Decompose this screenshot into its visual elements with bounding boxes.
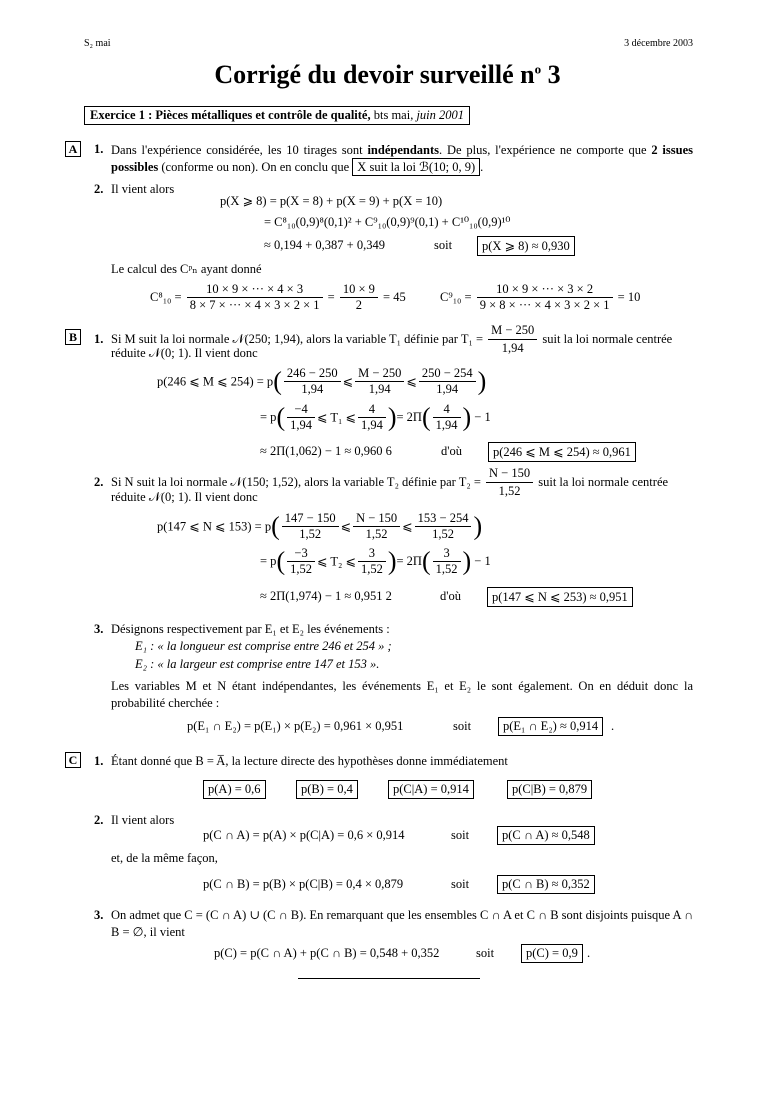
c-q2-f2: p(C ∩ B) = p(B) × p(C|B) = 0,4 × 0,879 bbox=[203, 877, 404, 891]
header-left: S₂ mai bbox=[84, 38, 111, 49]
b-q1-result: p(246 ⩽ M ⩽ 254) ≈ 0,961 bbox=[488, 442, 636, 462]
b-q1-line1: p(246 ⩽ M ⩽ 254) = p( $\frac{246 - 250}{1,94}$ ⩽ $\frac{M - 250}{1,94}$ ⩽ $\frac{250 - 254}{1,94}$ ) bbox=[157, 366, 487, 396]
c-q1-pca: p(C|A) = 0,914 bbox=[388, 780, 474, 799]
b-q1-dou: d'où bbox=[441, 444, 463, 458]
c-q2-mid: et, de la même façon, bbox=[111, 851, 218, 865]
c-q1-text: Étant donné que B = A̅, la lecture directe des hypothèses donne immédiatement bbox=[111, 754, 508, 768]
c-q2-soit1: soit bbox=[451, 828, 470, 842]
a-q2-intro: Il vient alors bbox=[111, 182, 175, 196]
c-q1-pa: p(A) = 0,6 bbox=[203, 780, 266, 799]
b-q2-line3: ≈ 2Π(1,974) − 1 ≈ 0,951 2 bbox=[260, 589, 392, 603]
a-q2-calc: Le calcul des Cᵖₙ ayant donné bbox=[111, 262, 262, 276]
b-q3-formula: p(E₁ ∩ E₂) = p(E₁) × p(E₂) = 0,961 × 0,951 bbox=[187, 719, 404, 733]
c-q3-result: p(C) = 0,9 bbox=[521, 944, 583, 963]
b-q2-number: 2. bbox=[94, 475, 104, 489]
a-c9-formula: C⁹₁₀ = $\frac{10 \times 9 \times \cdot\cdot\cdot \times 3 \times 2}{9 \times 8 \times \cdot\cdot\cdot \times 4 \times 3 \times 2 \times 1}$ = 10 bbox=[440, 282, 641, 312]
b-q2-text: Si N suit la loi normale 𝒩(150; 1,52), alors la variable T₂ définie par T₂ = $\frac{N - 150}{1,52}$ suit la loi normale centrée bbox=[111, 466, 669, 498]
b-q2-result: p(147 ⩽ N ⩽ 253) ≈ 0,951 bbox=[487, 587, 633, 607]
c-q3-formula: p(C) = p(C ∩ A) + p(C ∩ B) = 0,548 + 0,352 bbox=[214, 946, 440, 960]
b-q3-e1: E₁ : « la longueur est comprise entre 246 et 254 » ; bbox=[135, 639, 392, 653]
c-q1-pcb: p(C|B) = 0,879 bbox=[507, 780, 592, 799]
a-q1-number: 1. bbox=[94, 142, 104, 156]
b-q3-result: p(E₁ ∩ E₂) ≈ 0,914 bbox=[498, 717, 603, 736]
a-q1-result: X suit la loi ℬ(10; 0, 9) bbox=[352, 158, 480, 176]
a-q2-result: p(X ⩾ 8) ≈ 0,930 bbox=[477, 236, 575, 256]
c-q2-f1: p(C ∩ A) = p(A) × p(C|A) = 0,6 × 0,914 bbox=[203, 828, 405, 842]
exercise-box: Exercice 1 : Pièces métalliques et contrôle de qualité, bts mai, juin 2001 bbox=[84, 106, 470, 125]
b-q3-number: 3. bbox=[94, 622, 104, 636]
c-q2-r1: p(C ∩ A) ≈ 0,548 bbox=[497, 826, 595, 845]
c-q1-number: 1. bbox=[94, 754, 104, 768]
b-q2-line1: p(147 ⩽ N ⩽ 153) = p( $\frac{147 - 150}{1,52}$ ⩽ $\frac{N - 150}{1,52}$ ⩽ $\frac{153 - 254}{1,52}$ ) bbox=[157, 511, 483, 541]
b-q3-soit: soit bbox=[453, 719, 472, 733]
c-q2-r2: p(C ∩ B) ≈ 0,352 bbox=[497, 875, 595, 894]
end-rule bbox=[298, 978, 480, 979]
a-q1-text: Dans l'expérience considérée, les 10 tirages sont indépendants. De plus, l'expérience ne comporte que 2 issues possibles (conforme ou non). On en conclu que X suit la loi ℬ(10; 0, 9) . bbox=[111, 143, 693, 174]
c-q2-number: 2. bbox=[94, 813, 104, 827]
a-c8-formula: C⁸₁₀ = $\frac{10 \times 9 \times \cdot\cdot\cdot \times 4 \times 3}{8 \times 7 \times \cdot\cdot\cdot \times 4 \times 3 \times 2 \times 1}$ = $\frac{10 \times 9}{2}$ = 45 bbox=[150, 282, 406, 312]
a-q2-line1: p(X ⩾ 8) = p(X = 8) + p(X = 9) + p(X = 10) bbox=[220, 194, 443, 208]
b-q1-text2: réduite 𝒩(0; 1). Il vient donc bbox=[111, 346, 258, 360]
a-q2-number: 2. bbox=[94, 182, 104, 196]
page-title: Corrigé du devoir surveillé $n^o$ 3 bbox=[214, 60, 561, 89]
b-q3-e2: E₂ : « la largeur est comprise entre 147 et 153 ». bbox=[135, 657, 380, 671]
a-q2-line3: ≈ 0,194 + 0,387 + 0,349 bbox=[264, 238, 385, 252]
b-q3-text: Les variables M et N étant indépendantes, les événements E₁ et E₂ le sont également. On en déduit donc la probabilité cherchée : bbox=[111, 679, 693, 710]
a-q2-line2: = C⁸₁₀(0,9)⁸(0,1)² + C⁹₁₀(0,9)⁹(0,1) + C¹⁰₁₀(0,9)¹⁰ bbox=[264, 215, 511, 229]
header-right: 3 décembre 2003 bbox=[624, 38, 693, 49]
c-q1-pb: p(B) = 0,4 bbox=[296, 780, 358, 799]
b-q1-number: 1. bbox=[94, 332, 104, 346]
c-q3-number: 3. bbox=[94, 908, 104, 922]
a-q2-soit: soit bbox=[434, 238, 453, 252]
b-q2-dou: d'où bbox=[440, 589, 462, 603]
c-q3-soit: soit bbox=[476, 946, 495, 960]
b-q1-line3: ≈ 2Π(1,062) − 1 ≈ 0,960 6 bbox=[260, 444, 392, 458]
b-q2-text2: réduite 𝒩(0; 1). Il vient donc bbox=[111, 490, 258, 504]
b-q1-line2: = p( $\frac{-4}{1,94}$ ⩽ T₁ ⩽ $\frac{4}{1,94}$ )= 2Π( $\frac{4}{1,94}$ ) − 1 bbox=[260, 402, 491, 432]
part-a-letter: A bbox=[65, 141, 81, 157]
c-q3-text: On admet que C = (C ∩ A) ∪ (C ∩ B). En remarquant que les ensembles C ∩ A et C ∩ B sont disjoints puisque A ∩ B = ∅, il vient bbox=[111, 908, 693, 939]
b-q1-text: Si M suit la loi normale 𝒩(250; 1,94), alors la variable T₁ définie par T₁ = $\frac{M - 250}{1,94}$ suit la loi normale centrée bbox=[111, 323, 673, 355]
part-b-letter: B bbox=[65, 329, 81, 345]
b-q2-line2: = p( $\frac{-3}{1,52}$ ⩽ T₂ ⩽ $\frac{3}{1,52}$ )= 2Π( $\frac{3}{1,52}$ ) − 1 bbox=[260, 546, 491, 576]
c-q2-soit2: soit bbox=[451, 877, 470, 891]
part-c-letter: C bbox=[65, 752, 81, 768]
b-q3-intro: Désignons respectivement par E₁ et E₂ les événements : bbox=[111, 622, 390, 636]
c-q2-intro: Il vient alors bbox=[111, 813, 175, 827]
